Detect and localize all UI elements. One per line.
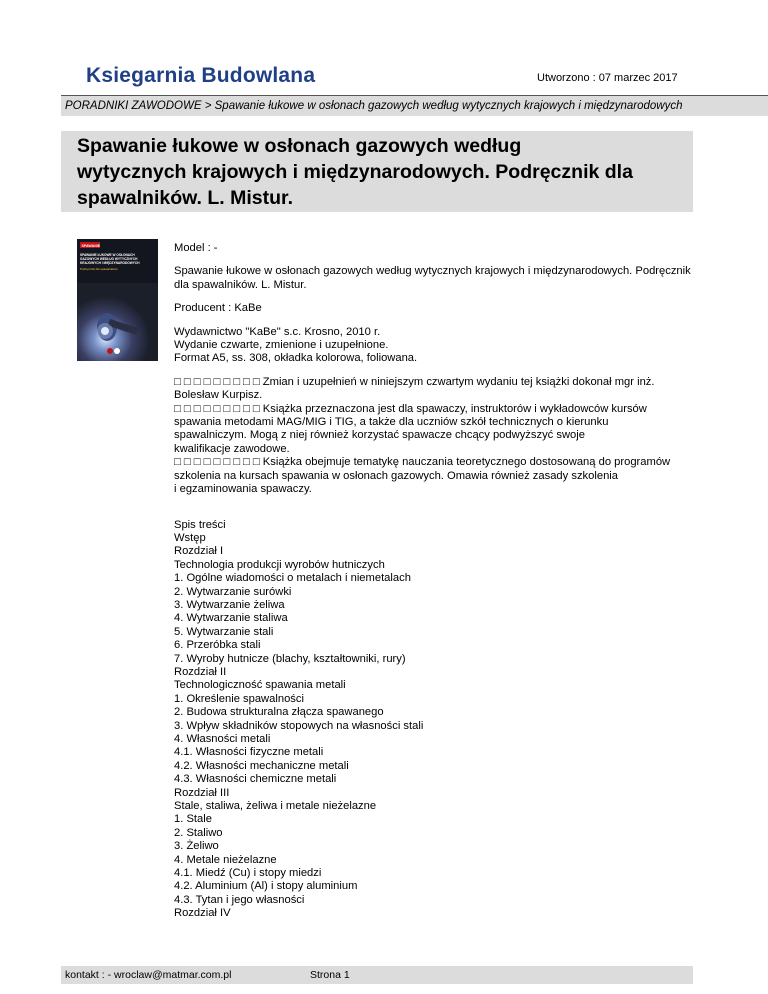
toc-entry: 5. Wytwarzanie stali [174, 625, 274, 638]
description-line: □ □ □ □ □ □ □ □ □ Książka przeznaczona jest dla spawaczy, instruktorów i wykładowców kursów [174, 402, 647, 415]
toc-entry: 3. Żeliwo [174, 840, 219, 853]
toc-entry: 2. Wytwarzanie surówki [174, 585, 292, 598]
description-line: spawalniczym. Mogą z niej również korzystać spawacze chcący podwyższyć swoje [174, 429, 585, 442]
description-line: szkolenia na kursach spawania w osłonach gazowych. Omawia również zasady szkolenia [174, 469, 618, 482]
toc-entry: 4. Wytwarzanie staliwa [174, 612, 288, 625]
description-line: □ □ □ □ □ □ □ □ □ Zmian i uzupełnień w niniejszym czwartym wydaniu tej książki dokonał mgr inż. [174, 375, 655, 388]
publication-info [174, 326, 734, 366]
table-of-contents [174, 519, 734, 921]
book-cover-illustration [77, 239, 158, 361]
publication-line: Wydawnictwo "KaBe" s.c. Krosno, 2010 r. [174, 325, 381, 338]
breadcrumb-text[interactable]: PORADNIKI ZAWODOWE > Spawanie łukowe w osłonach gazowych według wytycznych krajowych i międzynarodowych [65, 100, 683, 112]
toc-entry: 4.2. Aluminium (Al) i stopy aluminium [174, 880, 358, 893]
description-line: i egzaminowania spawaczy. [174, 483, 312, 496]
toc-entry: 3. Wpływ składników stopowych na własności stali [174, 719, 424, 732]
toc-entry: Rozdział IV [174, 907, 231, 920]
toc-entry: 4. Własności metali [174, 733, 271, 745]
description-line: kwalifikacje zawodowe. [174, 442, 290, 455]
toc-entry: 1. Określenie spawalności [174, 692, 304, 705]
product-description [174, 376, 734, 497]
product-name-line: Spawanie łukowe w osłonach gazowych według wytycznych krajowych i międzynarodowych. Podręcznik [174, 265, 691, 278]
toc-entry: 7. Wyroby hutnicze (blachy, kształtowniki, rury) [174, 652, 406, 665]
book-cover-image [77, 239, 158, 361]
toc-entry: 1. Stale [174, 813, 212, 826]
toc-entry: Rozdział II [174, 665, 227, 678]
contact-email[interactable]: kontakt : - wroclaw@matmar.com.pl [65, 969, 232, 981]
store-brand: Ksiegarnia Budowlana [86, 64, 316, 87]
toc-entry: Rozdział I [174, 545, 224, 558]
cover-logo: SPAWANIE [81, 244, 101, 248]
toc-entry: 4.3. Tytan i jego własności [174, 893, 305, 906]
cover-title-line: KRAJOWYCH I MIĘDZYNARODOWYCH [80, 261, 140, 265]
toc-entry: 4.1. Miedź (Cu) i stopy miedzi [174, 867, 322, 880]
toc-entry: 4.3. Własności chemiczne metali [174, 773, 337, 786]
description-line: Bolesław Kurpisz. [174, 389, 263, 402]
cover-subtitle: Podręcznik dla spawalników [80, 267, 118, 271]
toc-entry: Technologia produkcji wyrobów hutniczych [174, 558, 385, 571]
product-details [174, 242, 734, 921]
toc-entry: 2. Budowa strukturalna złącza spawanego [174, 706, 384, 719]
toc-entry: 4.1. Własności fizyczne metali [174, 746, 324, 759]
toc-entry: Wstęp [174, 531, 206, 544]
description-line: spawania metodami MAG/MIG i TIG, a także dla uczniów szkół technicznych o kierunku [174, 416, 609, 429]
toc-entry: 3. Wytwarzanie żeliwa [174, 598, 285, 611]
breadcrumb[interactable] [61, 96, 768, 116]
publication-line: Wydanie czwarte, zmienione i uzupełnione. [174, 339, 389, 352]
description-line: □ □ □ □ □ □ □ □ □ Książka obejmuje tematykę nauczania teoretycznego dostosowaną do programów [174, 456, 671, 469]
toc-entry: 2. Staliwo [174, 826, 223, 839]
page-footer [61, 966, 693, 984]
toc-entry: Stale, staliwa, żeliwa i metale nieżelazne [174, 800, 377, 813]
toc-entry: Spis treści [174, 518, 226, 531]
cover-title-line: SPAWANIE ŁUKOWE W OSŁONACH [80, 253, 135, 257]
toc-entry: Rozdział III [174, 786, 230, 799]
toc-entry: 4. Metale nieżelazne [174, 853, 277, 866]
toc-entry: Technologiczność spawania metali [174, 679, 346, 692]
toc-entry: 4.2. Własności mechaniczne metali [174, 759, 349, 772]
product-name [174, 265, 734, 292]
title-line: wytycznych krajowych i międzynarodowych. Podręcznik dla [77, 161, 633, 183]
cover-title-line: GAZOWYCH WEDŁUG WYTYCZNYCH [80, 257, 138, 261]
page-number: Strona 1 [310, 969, 350, 981]
publication-line: Format A5, ss. 308, okładka kolorowa, foliowana. [174, 352, 418, 365]
title-line: spawalników. L. Mistur. [77, 187, 293, 209]
toc-entry: 1. Ogólne wiadomości o metalach i niemetalach [174, 572, 411, 585]
product-name-line: dla spawalników. L. Mistur. [174, 278, 307, 291]
title-line: Spawanie łukowe w osłonach gazowych według [77, 135, 522, 157]
toc-entry: 6. Przeróbka stali [174, 639, 261, 652]
producer-label: Producent : KaBe [174, 302, 262, 315]
model-label: Model : - [174, 242, 218, 254]
created-date: Utworzono : 07 marzec 2017 [537, 72, 678, 84]
page-title [61, 131, 693, 211]
title-box [61, 131, 693, 212]
